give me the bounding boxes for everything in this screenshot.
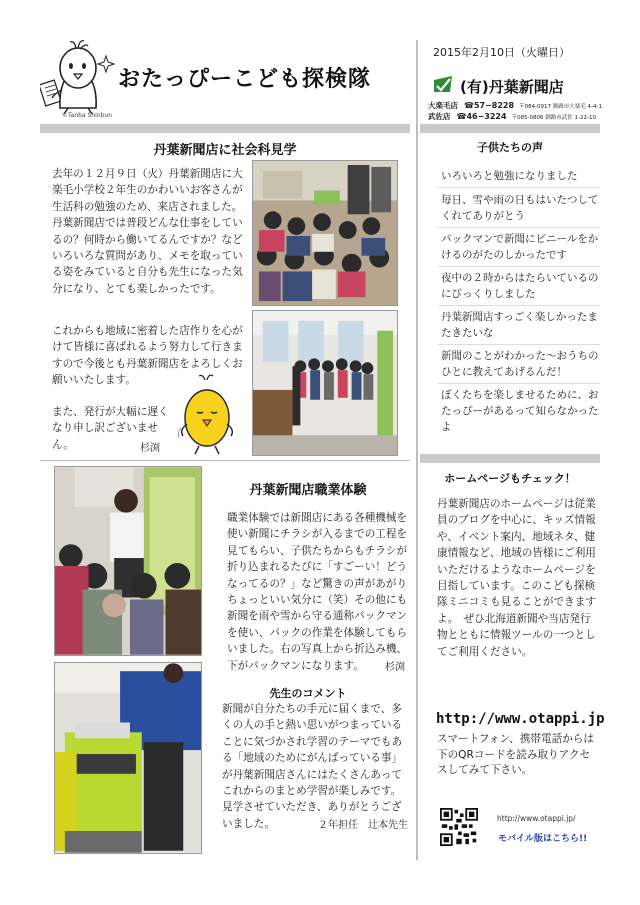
store-name: 武佐店	[428, 112, 451, 121]
newsletter-title: おたっぴーこども探検隊	[118, 67, 372, 92]
photo-store-visit-2	[252, 310, 398, 456]
photo-insert-machine	[54, 466, 202, 656]
store-name: 大楽毛店	[428, 101, 458, 110]
visit-article-body	[52, 166, 247, 301]
row-divider-left	[40, 460, 410, 461]
teacher-comment-body: 新聞が自分たちの手元に届くまで、多くの人の手と熱い思いがつまっていることに気づかされ学習のテーマでもある「地域のためにがんばっている事」が丹葉新聞店さんにはたくさんあってこれからのまとめ学習が楽しみです。見学させていただき、ありがとうございました。	[222, 703, 403, 830]
kids-voices-title: 子供たちの声	[477, 141, 543, 154]
qr-url[interactable]: http://www.otappi.jp/	[497, 814, 576, 823]
otappi-bowing-mascot-icon	[175, 374, 237, 456]
store-row-musa	[428, 111, 596, 122]
job-experience-title: 丹葉新聞店職業体験	[249, 483, 367, 498]
job-experience-body: 職業体験では新聞店にある各種機械を使い新聞にチラシが入るまでの工程を見てもらい、子供たちからもチラシが折り込まれるたびに「すごーい！どうなってるの？」など驚きの声があがりちょっといい気分に（笑）その他にも新聞を雨や雪から守る通称パックマンを使い、パックの作業を体験してもらいました。右の写真上から折込み機、下がパックマンになります。	[227, 512, 408, 672]
voice-item: 丹葉新聞店すっごく楽しかったまたきたいな	[441, 311, 598, 339]
voice-item: パックマンで新聞にビニールをかけるのがたのしかったです	[441, 233, 599, 261]
teacher-signature: ２年担任 辻本先生	[318, 820, 408, 831]
voice-divider	[438, 227, 600, 228]
voice-divider	[438, 344, 600, 345]
visit-article-author: 杉渕	[140, 443, 160, 454]
store-row-otanoshike	[428, 100, 602, 111]
homepage-title: ホームページもチェック！	[444, 472, 576, 485]
homepage-url[interactable]: http://www.otappi.jp	[436, 711, 605, 727]
photo-packman-machine	[54, 662, 202, 854]
store-tel: ☎57−8228	[464, 101, 515, 110]
voice-divider	[438, 383, 600, 384]
store-address: 〒084-0917 釧路市大楽毛 4-4-1	[519, 104, 603, 110]
store-address: 〒085-0806 釧路市武佐 1-22-10	[511, 115, 597, 121]
visit-article-closing-2: また、発行が大幅に遅くなり申し訳ございません。	[52, 406, 169, 451]
photo-store-visit-1	[252, 160, 398, 306]
voice-item: ぼくたちを楽しませるために、おたっぴーがあるって知らなかったよ	[441, 389, 599, 433]
copyright-credit: ©Tanba Shinbun	[62, 112, 113, 119]
smartphone-instructions: スマートフォン、携帯電話からは下のQRコードを読み取りアクセスしてみて下さい。	[437, 733, 594, 776]
store-tel: ☎46−3224	[456, 112, 507, 121]
mobile-site-link[interactable]: モバイル版はこちら!!	[498, 834, 588, 844]
teacher-comment-title: 先生のコメント	[269, 687, 347, 700]
section-bar-left	[40, 124, 410, 133]
company-logo-icon	[432, 74, 454, 94]
visit-article-closing-1: これからも地域に密着した店作りを心がけて皆様に喜ばれるよう努力して行きますので今後とも丹葉新聞店をよろしくお願いいたします。	[52, 325, 243, 387]
visit-paragraph-1: 去年の１２月９日（火）丹葉新聞店に大楽毛小学校２年生のかわいいお客さんが生活科の勉強のため、来店されました。丹葉新聞店では普段どんな仕事をしているの？何時から働いてるんですか？などいろいろな質問があり、メモを取っている姿をみていると自分も先生になった気分になり、とても楽しかったです。	[52, 168, 243, 295]
company-name: (有)丹葉新聞店	[460, 78, 564, 96]
issue-date: 2015年2月10日（火曜日）	[433, 46, 570, 59]
section-bar-homepage	[420, 454, 600, 463]
voice-item: 新聞のことがわかった～おうちのひとに教えてあげるんだ！	[441, 350, 599, 378]
otappi-mascot-logo	[40, 38, 120, 118]
voice-divider	[438, 305, 600, 306]
homepage-body: 丹葉新聞店のホームページは従業員のブログを中心に、キッズ情報や、イベント案内、地域ネタ、健康情報など、地域の皆様にご利用いただけるようなホームページを目指しています。このこども探検隊ミニコミも見ることができますよ。 ぜひ北海道新聞や当店発行物とともに情報ツールの一つとしてご利用ください。	[437, 498, 596, 658]
job-experience-author: 杉渕	[385, 662, 405, 673]
visit-article-title: 丹葉新聞店に社会科見学	[153, 143, 297, 158]
qr-code-icon[interactable]	[440, 808, 478, 846]
voice-item: 夜中の２時からはたらいているのにびっくりしました	[441, 272, 599, 300]
voice-item: 毎日、雪や雨の日もはいたつしてくれてありがとう	[441, 194, 599, 222]
column-divider	[416, 40, 418, 860]
voice-divider	[438, 187, 600, 188]
voice-item: いろいろと勉強になりました	[441, 170, 578, 182]
section-bar-right	[420, 124, 600, 133]
voice-divider	[438, 266, 600, 267]
